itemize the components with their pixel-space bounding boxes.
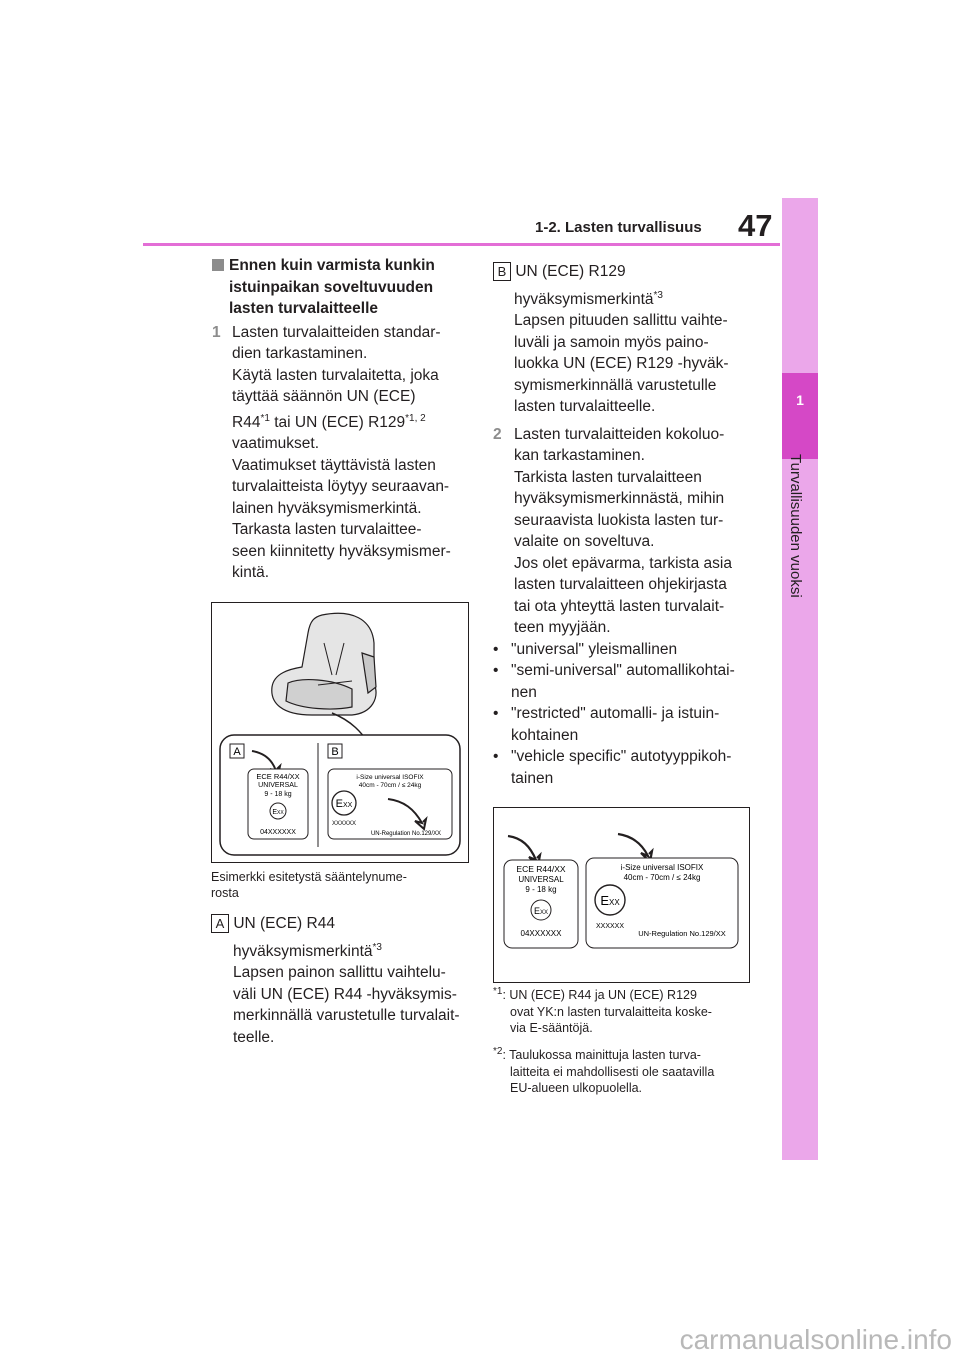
text-line: tainen [511,769,554,787]
isize-line2: 40cm - 70cm / ≤ 24kg [358,782,422,789]
list-item [493,660,755,703]
svg-text:UN-Regulation No.129/XX [638,929,726,938]
label-a-block [211,913,473,1048]
watermark: carmanualsonline.info [679,1324,952,1355]
heading-line: istuinpaikan soveltuvuuden [229,278,434,296]
e-mark-small: E [533,906,540,916]
chapter-label-wrap [787,454,811,654]
r44-kg: kg [548,885,557,894]
bullet: • [493,705,499,722]
svg-text:EXX [272,809,284,816]
footnote-ref: *3 [372,941,382,953]
text-line: Tarkasta lasten turvalaittee- [232,521,422,538]
svg-text:9 - 18 kg [264,791,291,798]
text-line: tai ota yhteyttä lasten turvalait- [514,597,725,615]
page-number: 47 [738,208,773,243]
text-line: "universal" yleismallinen [511,640,678,658]
text-span: hyväksymismerkintä [233,942,373,960]
text-line: "semi-universal" automallikohtai- [511,662,735,679]
text-line: seuraavista luokista lasten tur- [514,511,724,529]
text-line: lainen hyväksymismerkintä. [232,499,422,517]
label-b-box: B [493,262,511,281]
e-xx-small: XX [540,910,549,916]
section-heading [212,255,472,320]
r44-xx: XX [289,772,300,781]
text-line: Tarkista lasten turvalaitteen [514,468,702,486]
text-line [233,941,473,963]
figure-caption [211,869,471,901]
isize-line1: i-Size universal ISOFIX [620,863,704,872]
r44-ece-line: ECE R44/ [256,772,290,781]
text-line: turvalaitteista löytyy seuraavan- [232,478,450,495]
heading-line: Ennen kuin varmista kunkin [229,257,435,274]
e-mark-small: E [272,809,277,816]
text-line: luväli ja samoin myös paino- [514,333,709,351]
text-line: kintä. [232,564,270,581]
r44-approval: 04XXXXXX [520,929,562,938]
text-line: kohtainen [511,726,579,744]
approval-label-illustration [494,808,749,982]
e-mark-big: E [600,893,609,908]
svg-text:9 - 18 kg [525,885,556,894]
chapter-side-strip [782,198,818,1160]
regulation-text: UN-Regulation No.129/ [638,929,716,938]
text-line: Lasten turvalaitteiden standar- [232,323,441,341]
r44-kg: kg [284,791,292,798]
text-line: merkinnällä varustetulle turvalait- [233,1007,460,1024]
chapter-label: Turvallisuuden vuoksi [787,454,804,598]
text-line: Vaatimukset täyttävistä lasten [232,456,436,474]
bullet: • [493,748,499,765]
footnote-mark: *1 [493,985,503,997]
svg-text:ECE R44/XX [256,772,299,781]
r44-approval: 04XXXXXX [260,829,296,836]
text-line: täyttää säännön UN (ECE) [232,388,416,405]
text-span: hyväksymismerkintä [514,290,654,308]
step-1 [212,322,472,584]
footnote-text: : UN (ECE) R44 ja UN (ECE) R129 [502,988,697,1002]
e-xx-small: XX [277,810,284,816]
text-line: Lapsen painon sallittu vaihtelu- [233,964,446,981]
footnote-mark: *2 [493,1045,503,1057]
regulation-text: UN-Regulation No.129/ [370,831,434,837]
r129-approval: XXXXXX [331,821,357,827]
isize-line2: 40cm - 70cm / ≤ 24kg [623,873,701,882]
footnote-line [493,1047,753,1064]
step-2 [493,424,755,639]
child-seat-figure [211,602,469,863]
text-line: lasten turvalaitteelle. [514,398,656,415]
footnote-line [493,987,753,1004]
footnote-line: EU-alueen ulkopuolella. [510,1081,643,1095]
bullet: • [493,640,499,658]
footnote-1 [493,987,753,1037]
regulation-xx: XX [433,831,442,837]
text-line: luokka UN (ECE) R129 -hyväk- [514,355,729,372]
category-list [493,639,755,790]
e-xx-big: XX [343,802,353,809]
text-span: tai UN (ECE) R129 [269,413,406,431]
text-line: Jos olet epävarma, tarkista asia [514,554,732,572]
text-line: Lasten turvalaitteiden kokoluo- [514,425,725,443]
r44-universal: UNIVERSAL [518,875,564,884]
r44-xx: XX [554,864,566,874]
e-xx-big: XX [609,898,620,907]
text-line: väli UN (ECE) R44 -hyväksymis- [233,985,457,1003]
list-item [493,639,755,661]
footnote-line: ovat YK:n lasten turvalaitteita koske- [510,1004,712,1019]
text-line: dien tarkastaminen. [232,345,368,362]
label-b-title: UN (ECE) R129 [515,263,626,280]
caption-line: Esimerkki esitetystä sääntelynume- [211,870,407,884]
text-line: kan tarkastaminen. [514,447,645,464]
text-span: R44 [232,413,261,431]
text-line: valaite on soveltuva. [514,533,655,550]
heading-line: lasten turvalaitteelle [229,300,379,317]
text-line: Käytä lasten turvalaitetta, joka [232,366,439,384]
text-line: Lapsen pituuden sallittu vaihte- [514,312,728,329]
footnote-ref: *1, 2 [405,412,426,424]
caption-line: rosta [211,886,239,900]
text-line: nen [511,683,537,701]
text-line: lasten turvalaitteen ohjekirjasta [514,576,727,593]
e-mark-big: E [335,798,343,810]
footnote-line: via E-sääntöjä. [510,1021,593,1035]
regulation-xx: XX [715,929,726,938]
text-line [232,412,472,434]
footnote-2 [493,1047,753,1097]
section-title: 1-2. Lasten turvallisuus [535,219,702,236]
label-a-title-row [211,913,473,935]
r129-approval: XXXXXX [595,923,625,930]
approval-label-figure [493,807,750,983]
svg-text:ECE R44/XX [516,864,565,874]
footnote-text: : Taulukossa mainittuja lasten turva- [502,1048,701,1062]
text-line: vaatimukset. [232,435,320,452]
footnote-line: laitteita ei mahdollisesti ole saatavilla [510,1064,715,1079]
bullet: • [493,662,499,679]
footnote-ref: *3 [653,289,663,301]
child-seat-illustration [212,603,468,862]
text-line: "vehicle specific" autotyyppikoh- [511,748,732,765]
text-line: hyväksymismerkinnästä, mihin [514,490,725,507]
r44-weight: 9 - 18 [264,791,283,798]
figure-label-a: A [233,746,241,758]
footnote-ref: *1 [260,412,270,424]
right-column [493,261,755,789]
label-b-title-row [493,261,755,283]
isize-line1: i-Size universal ISOFIX [356,774,424,781]
chapter-tab [782,373,818,459]
list-item [493,746,755,789]
list-item [493,703,755,746]
label-a-title: UN (ECE) R44 [233,915,335,932]
left-column [212,255,472,584]
label-a-box: A [211,914,229,933]
text-line [514,289,755,311]
text-line: seen kiinnitetty hyväksymismer- [232,542,451,560]
text-line: "restricted" automalli- ja istuin- [511,705,720,722]
text-line: symismerkinnällä varustetulle [514,376,717,394]
r44-universal: UNIVERSAL [258,782,298,789]
heading-square-icon [212,259,224,271]
step-number: 2 [493,425,502,443]
header-rule [143,243,780,246]
figure-label-b: B [331,746,339,758]
r44-weight: 9 - 18 [525,885,546,894]
step-number: 1 [212,323,221,341]
text-line: teelle. [233,1028,275,1046]
r44-ece-line: ECE R44/ [516,864,555,874]
text-line: teen myyjään. [514,619,611,636]
svg-text:UN-Regulation No.129/XX [371,831,441,837]
chapter-number: 1 [796,392,804,408]
